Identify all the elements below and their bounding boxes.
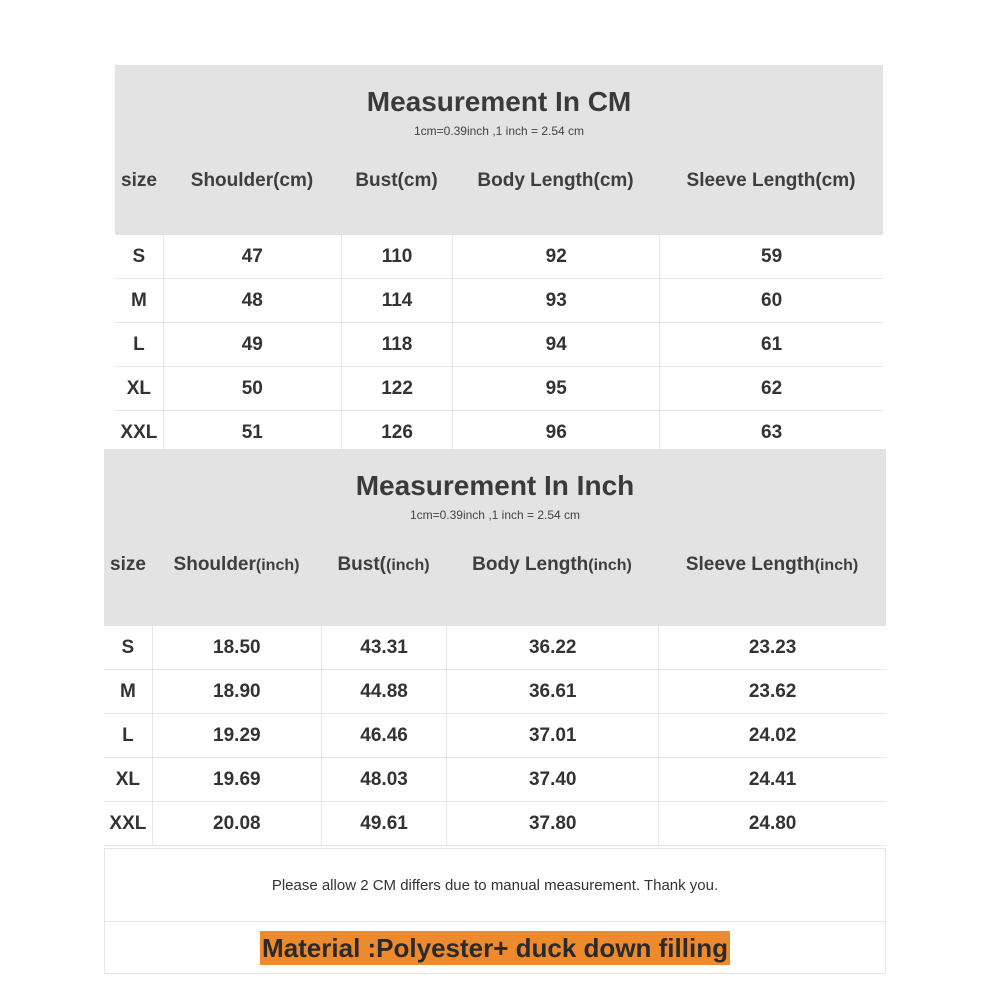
value-cell: 37.80 xyxy=(447,802,659,845)
value-cell: 48.03 xyxy=(322,758,447,801)
value-cell: 63 xyxy=(761,421,783,443)
table-row xyxy=(115,367,883,411)
size-cell: XL xyxy=(104,758,153,801)
inch-table-header xyxy=(104,449,886,626)
size-cell: S xyxy=(104,626,153,669)
value-cell: 118 xyxy=(342,323,453,366)
size-cell: S xyxy=(115,235,164,278)
value-cell: 48 xyxy=(164,279,342,322)
size-cell: L xyxy=(104,714,153,757)
value-cell: 46.46 xyxy=(322,714,447,757)
value-cell: 50 xyxy=(164,367,342,410)
material-row xyxy=(105,922,885,974)
value-cell: 61 xyxy=(761,333,783,355)
cm-header-size: size xyxy=(121,170,157,191)
inch-header-size: size xyxy=(110,554,146,575)
inch-measurement-table xyxy=(104,449,886,846)
value-cell: 18.90 xyxy=(153,670,322,713)
value-cell: 110 xyxy=(342,235,453,278)
table-row xyxy=(115,235,883,279)
value-cell: 96 xyxy=(453,411,660,454)
inch-table-subtitle: 1cm=0.39inch ,1 inch = 2.54 cm xyxy=(409,508,581,522)
table-row xyxy=(104,670,886,714)
value-cell: 92 xyxy=(453,235,660,278)
table-row xyxy=(104,758,886,802)
value-cell: 19.29 xyxy=(153,714,322,757)
cm-header-sleeve-length: Sleeve Length(cm) xyxy=(686,170,856,191)
inch-table-title: Measurement In Inch xyxy=(355,470,635,501)
value-cell: 47 xyxy=(164,235,342,278)
cm-measurement-table xyxy=(115,65,883,455)
table-row xyxy=(104,714,886,758)
size-cell: L xyxy=(115,323,164,366)
measurement-note: Please allow 2 CM differs due to manual measurement. Thank you. xyxy=(105,849,885,922)
size-cell: M xyxy=(104,670,153,713)
cm-table-header xyxy=(115,65,883,235)
value-cell: 49 xyxy=(164,323,342,366)
value-cell: 93 xyxy=(453,279,660,322)
table-row xyxy=(104,626,886,670)
cm-table-body xyxy=(115,235,883,455)
value-cell: 95 xyxy=(453,367,660,410)
value-cell: 59 xyxy=(761,245,783,267)
inch-table-body xyxy=(104,626,886,846)
value-cell: 51 xyxy=(164,411,342,454)
cm-header-body-length: Body Length(cm) xyxy=(477,170,634,191)
value-cell: 19.69 xyxy=(153,758,322,801)
table-row xyxy=(104,802,886,846)
value-cell: 37.40 xyxy=(447,758,659,801)
cm-table-title: Measurement In CM xyxy=(366,86,632,117)
inch-header-sleeve-length: Sleeve Length(inch) xyxy=(685,554,859,575)
value-cell: 60 xyxy=(761,289,783,311)
notes-section xyxy=(104,848,886,974)
value-cell: 43.31 xyxy=(322,626,447,669)
value-cell: 24.02 xyxy=(748,724,797,746)
value-cell: 122 xyxy=(342,367,453,410)
value-cell: 36.22 xyxy=(447,626,659,669)
inch-header-bust: Bust((inch) xyxy=(337,554,430,575)
value-cell: 23.23 xyxy=(748,636,797,658)
cm-header-bust: Bust(cm) xyxy=(355,170,438,191)
value-cell: 114 xyxy=(342,279,453,322)
size-cell: XXL xyxy=(115,411,164,454)
table-row xyxy=(115,279,883,323)
value-cell: 49.61 xyxy=(322,802,447,845)
value-cell: 24.41 xyxy=(748,768,797,790)
cm-header-shoulder: Shoulder(cm) xyxy=(190,170,314,191)
inch-column-headers xyxy=(104,554,886,576)
inch-header-shoulder: Shoulder(inch) xyxy=(173,554,300,575)
value-cell: 23.62 xyxy=(748,680,797,702)
value-cell: 24.80 xyxy=(748,812,797,834)
size-cell: XL xyxy=(115,367,164,410)
value-cell: 62 xyxy=(761,377,783,399)
cm-table-subtitle: 1cm=0.39inch ,1 inch = 2.54 cm xyxy=(413,124,585,138)
value-cell: 20.08 xyxy=(153,802,322,845)
cm-column-headers xyxy=(115,170,883,192)
value-cell: 126 xyxy=(342,411,453,454)
size-cell: XXL xyxy=(104,802,153,845)
table-row xyxy=(115,323,883,367)
inch-header-body-length: Body Length(inch) xyxy=(472,554,632,575)
value-cell: 18.50 xyxy=(153,626,322,669)
value-cell: 94 xyxy=(453,323,660,366)
value-cell: 44.88 xyxy=(322,670,447,713)
size-cell: M xyxy=(115,279,164,322)
material-label: Material :Polyester+ duck down filling xyxy=(262,933,728,963)
value-cell: 37.01 xyxy=(447,714,659,757)
value-cell: 36.61 xyxy=(447,670,659,713)
